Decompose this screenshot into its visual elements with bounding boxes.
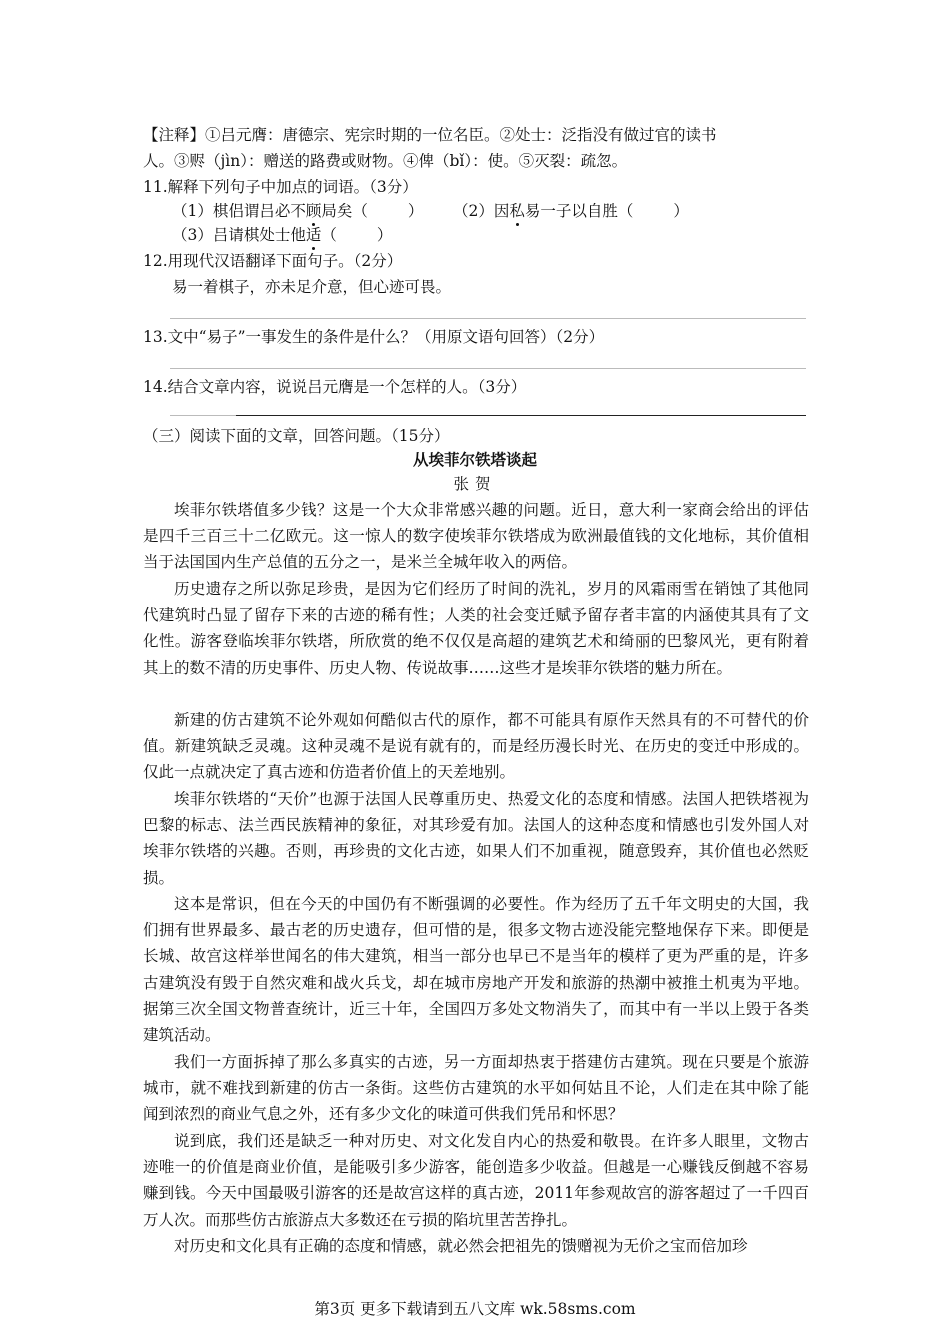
q11-item3-dotted-word: 适 bbox=[305, 226, 322, 244]
article-paragraph-6: 我们一方面拆掉了那么多真实的古迹，另一方面却热衷于搭建仿古建筑。现在只要是个旅游城市，就不难找到新建的仿古一条街。这些仿古建筑的水平如何姑且不论，人们走在其中除了能闻到浓烈的商业气息之外，还有多少文化的味道可供我们凭吊和怀思？ bbox=[143, 1053, 809, 1124]
article-paragraph-7: 说到底，我们还是缺乏一种对历史、对文化发自内心的热爱和敬畏。在许多人眼里，文物古迹唯一的价值是商业价值，是能吸引多少游客，能创造多少收益。但越是一心赚钱反倒越不容易赚到钱。今天中国最吸引游客的还是故宫这样的真古迹，2011年参观故宫的游客超过了一千四百万人次。而那些仿古旅游点大多数还在亏损的陷坑里苦苦挣扎。 bbox=[143, 1132, 809, 1229]
answer-line-q14-start[interactable] bbox=[170, 415, 236, 416]
question-11-stem: 11.解释下列句子中加点的词语。（3分） bbox=[143, 178, 418, 196]
q11-item1-post: 局矣（ bbox=[321, 202, 368, 220]
q11-item2-pre: （2）因 bbox=[453, 202, 510, 220]
question-12-sentence: 易一着棋子，亦未足介意，但心迹可畏。 bbox=[172, 278, 452, 296]
q11-item2-dotted-word: 私 bbox=[509, 202, 525, 220]
notes-line-2: 人。③赆（jìn）：赠送的路费或财物。④俾（bǐ）：使。⑤灭裂：疏忽。 bbox=[143, 152, 628, 170]
q11-item1-pre: （1）棋侣谓吕必不 bbox=[172, 202, 306, 220]
question-11-item-1 bbox=[172, 200, 423, 222]
section-3-heading: （三）阅读下面的文章，回答问题。（15分） bbox=[143, 427, 450, 445]
q11-item2-close: ） bbox=[673, 202, 689, 220]
q11-item1-close: ） bbox=[407, 202, 424, 220]
q11-item1-dotted-word: 顾 bbox=[305, 202, 322, 220]
answer-line-q13[interactable] bbox=[170, 368, 806, 369]
article-paragraph-2: 历史遗存之所以弥足珍贵，是因为它们经历了时间的洗礼，岁月的风霜雨雪在销蚀了其他同代建筑时凸显了留存下来的古迹的稀有性；人类的社会变迁赋予留存者丰富的内涵使其具有了文化性。游客登临埃菲尔铁塔，所欣赏的绝不仅仅是高超的建筑艺术和绮丽的巴黎风光，更有附着其上的数不清的历史事件、历史人物、传说故事……这些才是埃菲尔铁塔的魅力所在。 bbox=[143, 580, 809, 677]
article-paragraph-4: 埃菲尔铁塔的“天价”也源于法国人民尊重历史、热爱文化的态度和情感。法国人把铁塔视为巴黎的标志、法兰西民族精神的象征，对其珍爱有加。法国人的这种态度和情感也引发外国人对埃菲尔铁塔的兴趣。否则，再珍贵的文化古迹，如果人们不加重视，随意毁弃，其价值也必然贬损。 bbox=[143, 790, 809, 887]
q11-item2-post: 易一子以自胜（ bbox=[524, 202, 634, 220]
article-author: 张贺 bbox=[453, 475, 497, 493]
article-paragraph-3: 新建的仿古建筑不论外观如何酷似古代的原作，都不可能具有原作天然具有的不可替代的价值。新建筑缺乏灵魂。这种灵魂不是说有就有的，而是经历漫长时光、在历史的变迁中形成的。仅此一点就决定了真古迹和仿造者价值上的天差地别。 bbox=[143, 711, 809, 782]
page-footer: 第3页 更多下载请到五八文库 wk.58sms.com bbox=[314, 1300, 636, 1318]
answer-line-q12[interactable] bbox=[170, 318, 806, 319]
q11-item3-pre: （3）吕请棋处士他 bbox=[172, 226, 306, 244]
question-11-item-2 bbox=[453, 200, 689, 222]
answer-line-q14[interactable] bbox=[236, 415, 806, 416]
q11-item3-close: ） bbox=[376, 226, 393, 244]
article-paragraph-1: 埃菲尔铁塔值多少钱？这是一个大众非常感兴趣的问题。近日，意大利一家商会给出的评估是四千三百三十二亿欧元。这一惊人的数字使埃菲尔铁塔成为欧洲最值钱的文化地标，其价值相当于法国国内生产总值的五分之一，是米兰全城年收入的两倍。 bbox=[143, 501, 809, 572]
article-paragraph-8: 对历史和文化具有正确的态度和情感，就必然会把祖先的馈赠视为无价之宝而倍加珍 bbox=[174, 1237, 748, 1255]
question-14-stem: 14.结合文章内容，说说吕元膺是一个怎样的人。（3分） bbox=[143, 378, 527, 396]
notes-line-1: 【注释】①吕元膺：唐德宗、宪宗时期的一位名臣。②处士：泛指没有做过官的读书 bbox=[143, 126, 717, 144]
question-13-stem: 13.文中“易子”一事发生的条件是什么？（用原文语句回答）（2分） bbox=[143, 328, 605, 346]
question-12-stem: 12.用现代汉语翻译下面句子。（2分） bbox=[143, 252, 403, 270]
question-11-item-3 bbox=[172, 224, 392, 246]
q11-item3-post: （ bbox=[321, 226, 337, 244]
article-title: 从埃菲尔铁塔谈起 bbox=[412, 451, 537, 469]
article-paragraph-5: 这本是常识，但在今天的中国仍有不断强调的必要性。作为经历了五千年文明史的大国，我们拥有世界最多、最古老的历史遗存，但可惜的是，很多文物古迹没能完整地保存下来。即便是长城、故宫这样举世闻名的伟大建筑，相当一部分也早已不是当年的模样了更为严重的是，许多古建筑没有毁于自然灾难和战火兵戈，却在城市房地产开发和旅游的热潮中被推土机夷为平地。据第三次全国文物普查统计，近三十年，全国四万多处文物消失了，而其中有一半以上毁于各类建筑活动。 bbox=[143, 895, 809, 1045]
